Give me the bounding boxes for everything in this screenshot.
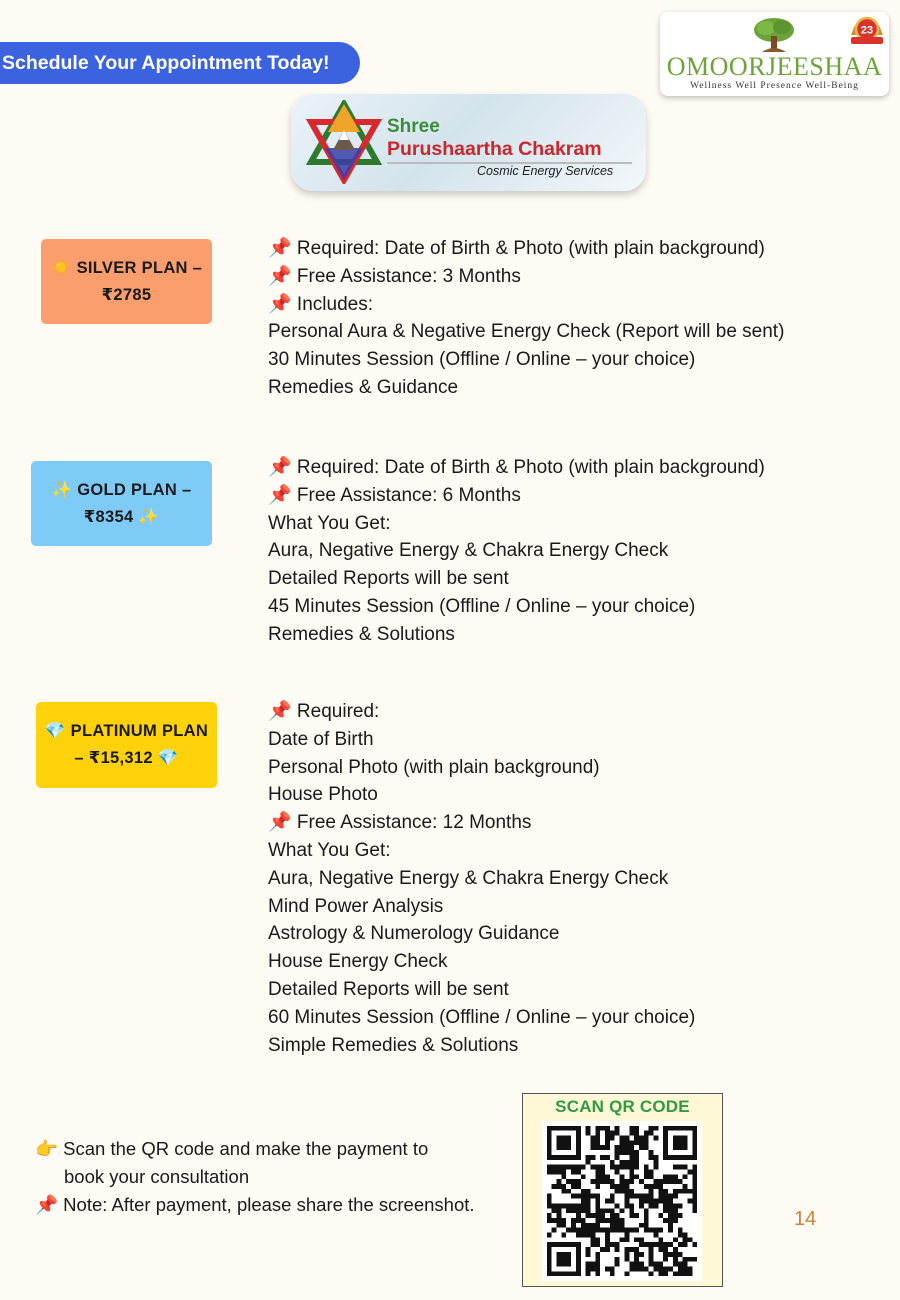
detail-line: What You Get: bbox=[268, 839, 391, 861]
detail-line: 📌 Free Assistance: 3 Months bbox=[268, 265, 521, 287]
qr-code-icon[interactable] bbox=[542, 1121, 702, 1281]
detail-line: Simple Remedies & Solutions bbox=[268, 1034, 519, 1056]
qr-title: SCAN QR CODE bbox=[555, 1097, 690, 1116]
schedule-banner[interactable]: Schedule Your Appointment Today! bbox=[0, 42, 360, 84]
detail-line: Personal Photo (with plain background) bbox=[268, 756, 600, 778]
detail-line: 45 Minutes Session (Offline / Online – your choice) bbox=[268, 595, 696, 617]
detail-line: Detailed Reports will be sent bbox=[268, 568, 509, 590]
service-name: Purushaartha Chakram bbox=[387, 138, 602, 160]
platinum-plan-button[interactable] bbox=[36, 702, 217, 788]
detail-line: 📌 Required: Date of Birth & Photo (with plain background) bbox=[268, 457, 765, 478]
instruction-line: book your consultation bbox=[64, 1166, 250, 1187]
page-number: 14 bbox=[794, 1208, 817, 1230]
payment-instructions bbox=[35, 1135, 475, 1219]
gold-plan-details bbox=[268, 454, 765, 649]
payment-note: 📌 Note: After payment, please share the screenshot. bbox=[35, 1194, 475, 1215]
detail-line: Remedies & Solutions bbox=[268, 623, 455, 645]
detail-line: Astrology & Numerology Guidance bbox=[268, 923, 560, 945]
detail-line: Remedies & Guidance bbox=[268, 376, 459, 398]
brand-logo bbox=[660, 12, 889, 96]
brand-tagline: Wellness Well Presence Well-Being bbox=[690, 81, 859, 91]
service-logo bbox=[291, 94, 646, 191]
chakra-star-icon bbox=[305, 100, 383, 184]
detail-line: House Energy Check bbox=[268, 951, 448, 973]
detail-line: Mind Power Analysis bbox=[268, 895, 444, 917]
plan-price: ₹8354 ✨ bbox=[83, 507, 160, 526]
detail-line: 📌 Required: Date of Birth & Photo (with plain background) bbox=[268, 238, 765, 259]
gold-plan-button[interactable] bbox=[31, 461, 212, 546]
detail-line: Detailed Reports will be sent bbox=[268, 978, 509, 1000]
detail-line: Aura, Negative Energy & Chakra Energy Check bbox=[268, 540, 669, 562]
detail-line: 📌 Includes: bbox=[268, 293, 373, 315]
plan-title: 💎 PLATINUM PLAN bbox=[44, 722, 209, 740]
detail-line: 30 Minutes Session (Offline / Online – your choice) bbox=[268, 349, 696, 371]
detail-line: 📌 Required: bbox=[268, 701, 380, 722]
svg-text:23: 23 bbox=[860, 24, 874, 37]
detail-line: Date of Birth bbox=[268, 728, 374, 750]
silver-plan-button[interactable] bbox=[41, 239, 212, 324]
platinum-plan-details bbox=[268, 698, 695, 1059]
brand-name: OMOORJEESHAA bbox=[666, 52, 883, 81]
detail-line: Aura, Negative Energy & Chakra Energy Check bbox=[268, 867, 669, 889]
plan-title: ☀️ SILVER PLAN – bbox=[50, 258, 203, 277]
detail-line: What You Get: bbox=[268, 512, 391, 534]
qr-code-panel bbox=[522, 1093, 723, 1287]
silver-plan-details bbox=[268, 235, 784, 402]
plan-title: ✨ GOLD PLAN – bbox=[51, 480, 192, 499]
tree-icon bbox=[752, 16, 796, 54]
detail-line: 60 Minutes Session (Offline / Online – your choice) bbox=[268, 1006, 696, 1028]
service-subtitle: Cosmic Energy Services bbox=[477, 164, 614, 178]
service-prefix: Shree bbox=[387, 116, 440, 137]
detail-line: House Photo bbox=[268, 784, 378, 806]
anniversary-badge-icon bbox=[849, 15, 885, 47]
detail-line: Personal Aura & Negative Energy Check (Report will be sent) bbox=[268, 321, 785, 343]
plan-price: ₹2785 bbox=[101, 285, 152, 304]
detail-line: 📌 Free Assistance: 6 Months bbox=[268, 484, 521, 506]
detail-line: 📌 Free Assistance: 12 Months bbox=[268, 812, 532, 834]
instruction-line: 👉 Scan the QR code and make the payment to bbox=[35, 1138, 429, 1159]
plan-price: – ₹15,312 💎 bbox=[74, 749, 179, 767]
